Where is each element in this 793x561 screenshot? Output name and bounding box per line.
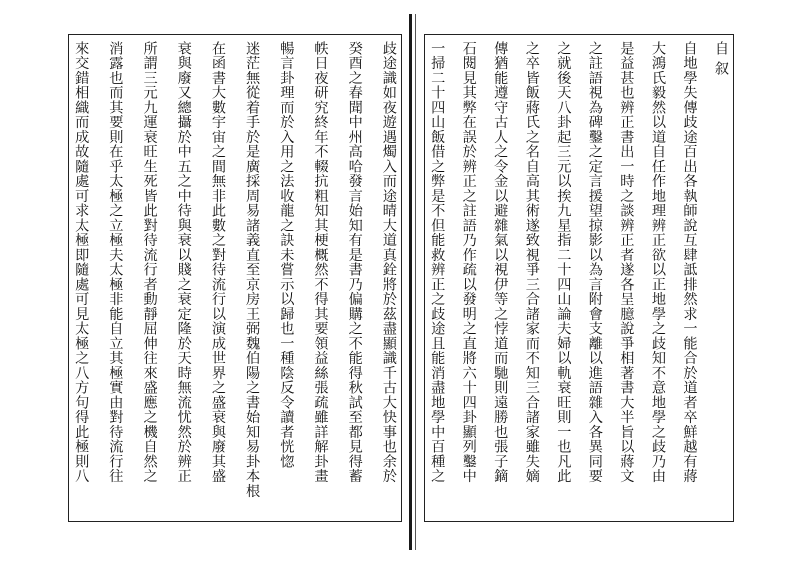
text-column: 石閱見其弊在誤於辨正之註語乃作疏以發明之直將六十四卦顯列鑿中: [460, 41, 477, 484]
text-column: 大鴻氏毅然以道自任作地理辨正欲以正地學之歧知不意地學之歧乃由: [649, 41, 666, 484]
text-column: 暢言卦理而於入用之法收龍之訣未嘗示以歸也一種陰反令讀者恍惚: [278, 41, 295, 469]
text-column: 帙日夜研究終年不輟抗粗知其梗概然不得其要領益絲張疏雖詳解卦畫: [312, 41, 329, 484]
text-column: 消露也而其要則在乎太極之立極夫太極非能自立其極實由對待流行往: [107, 41, 124, 484]
text-column: 所謂三元九運衰旺生死皆此對待流行者動靜屈伸往來盛應之機自然之: [141, 41, 158, 484]
text-column: 之註語視為碑鑿之定言援望掠影以為言附會支離以進語雜入各異同要: [586, 41, 603, 484]
text-column: 癸酉之春聞中州高哈發言始知有是書乃偏購之不能得秋試至都見得蓄: [346, 41, 363, 484]
text-column: 歧途識如夜遊遇燭入而途晴大道真銓將於茲盡顯識千古大快事也余於: [380, 41, 397, 484]
text-column: 之就後天八卦起三元以挨九星指二十四山論夫婦以軌衰旺則一也凡此: [555, 41, 572, 484]
text-column: 迷茫無從着手於是廣採周易諸義直至京房王弼魏伯陽之書始知易卦本根: [244, 41, 261, 499]
text-column: 傳猶能遵守古人之令金以避雜氣以視伊等之悖道而馳則遠勝也張子鏑: [492, 41, 509, 484]
right-page: [424, 34, 734, 522]
text-column: 是益甚也辨正書出一時之談辨正者遂各呈臆說爭相著書大半旨以蔣文: [618, 41, 635, 484]
section-title: 自叙: [712, 41, 729, 82]
text-column: 來交錯相織而成故隨處可求太極即隨處可見太極之八方句得此極則八: [73, 41, 90, 484]
left-page: [68, 34, 402, 522]
right-page-columns: [430, 41, 728, 515]
book-gutter: [409, 14, 412, 550]
text-column: 自地學失傳歧途百出各執師說互肆詆排然求一能合於道者卒鮮越有蔣: [681, 41, 698, 484]
text-column: 在函書大數宇宙之間無非此數之對待流行以演成世界之盛衰與廢其盛: [209, 41, 226, 484]
text-column: 之卒皆飯蔣氏之名自高其術遂致視爭三合諸家而不知三合諸家雖失嫡: [523, 41, 540, 484]
left-page-columns: [74, 41, 396, 515]
text-column: 衰與廢又總攝於中五之中待與衰以賤之衰定隆於天時無流忧然於辨正: [175, 41, 192, 484]
text-column: 一掃二十四山飯借之弊是不但能救辨正之歧途且能消盡地學中百種之: [429, 41, 446, 484]
